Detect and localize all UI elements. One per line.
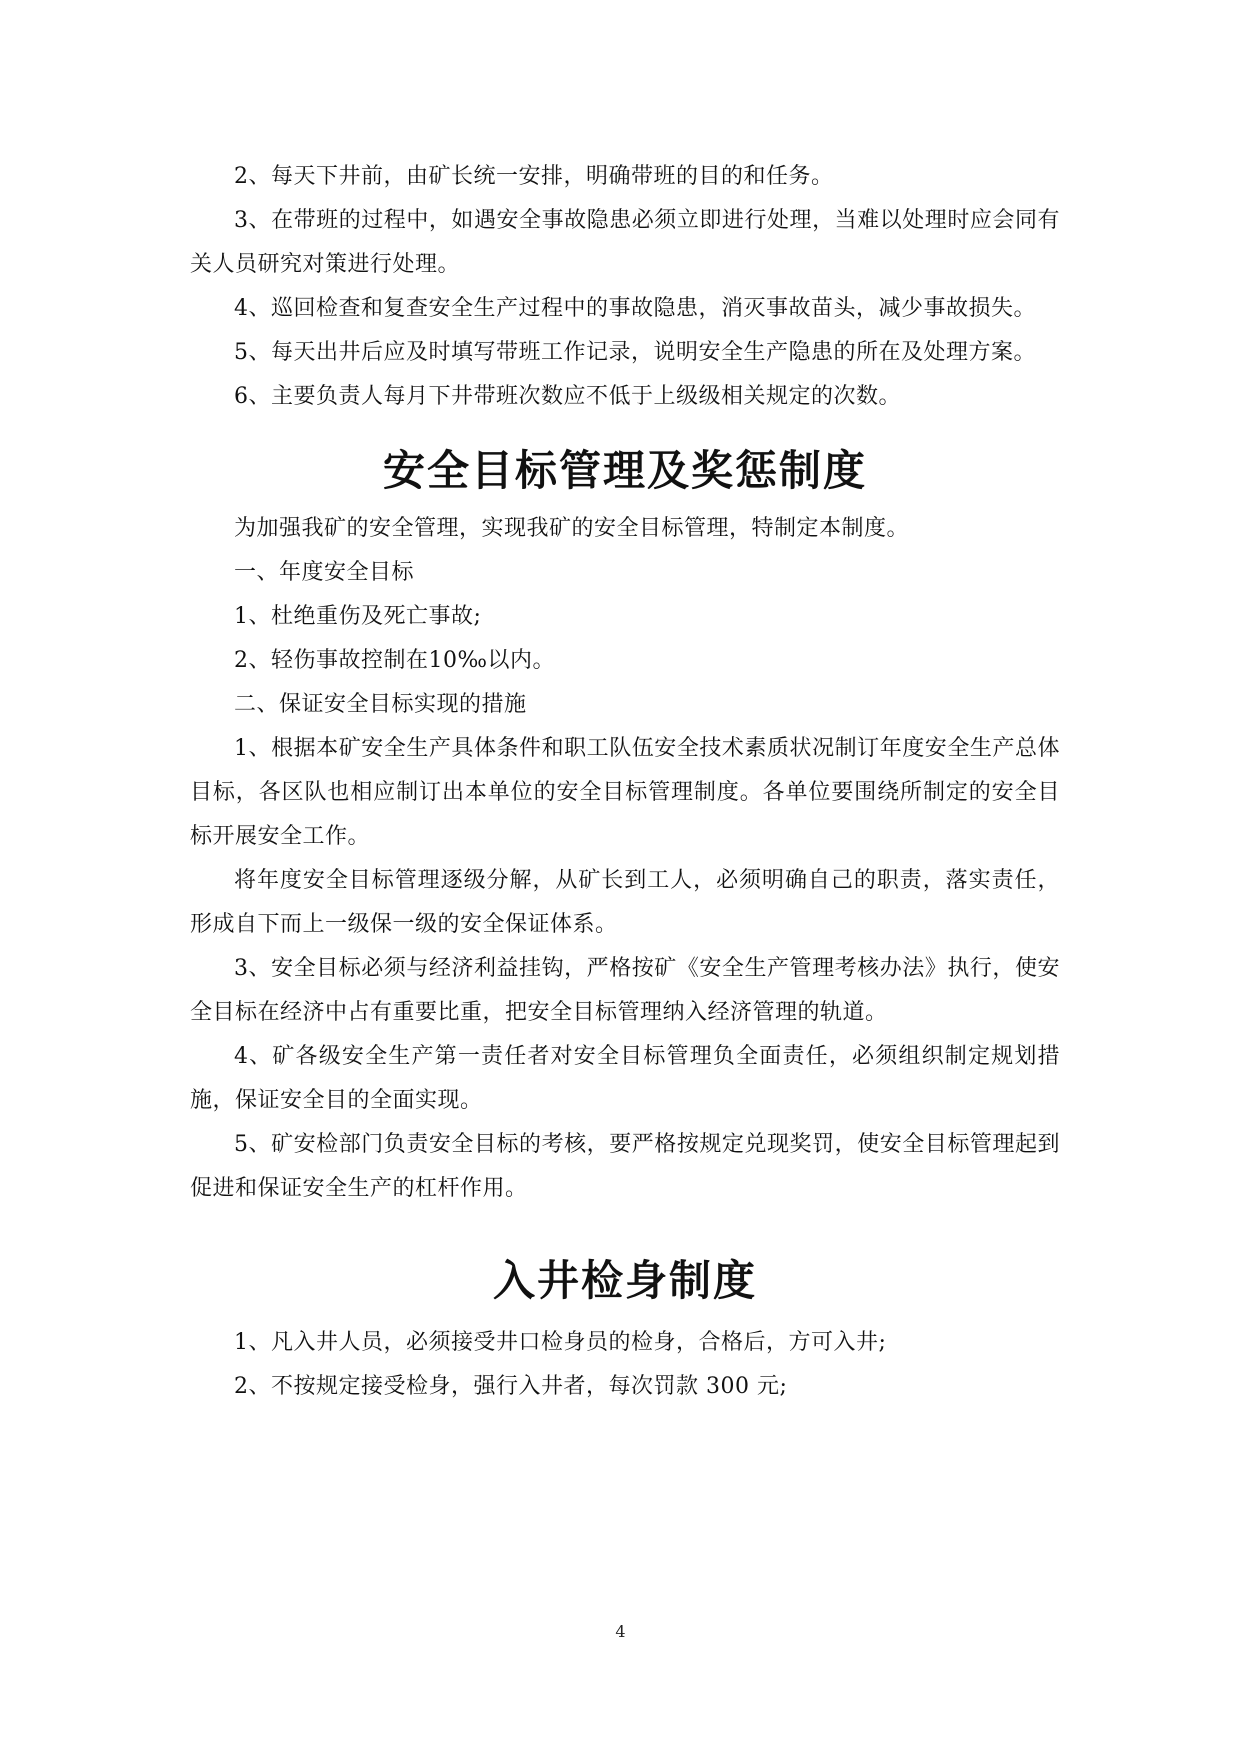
intro-paragraph: 5、每天出井后应及时填写带班工作记录，说明安全生产隐患的所在及处理方案。 (234, 340, 1036, 365)
section1-paragraph: 将年度安全目标管理逐级分解，从矿长到工人，必须明确自己的职责，落实责任，形成自下而上一级保一级的安全保证体系。 (190, 868, 1060, 937)
section2-paragraph: 1、凡入井人员，必须接受井口检身员的检身，合格后，方可入井; (234, 1330, 887, 1355)
section1-paragraph: 1、根据本矿安全生产具体条件和职工队伍安全技术素质状况制订年度安全生产总体目标，各区队也相应制订出本单位的安全目标管理制度。各单位要围绕所制定的安全目标开展安全工作。 (190, 736, 1060, 849)
section1-paragraph: 5、矿安检部门负责安全目标的考核，要严格按规定兑现奖罚，使安全目标管理起到促进和保证安全生产的杠杆作用。 (190, 1132, 1060, 1201)
section-title-body-check: 入井检身制度 (492, 1256, 757, 1305)
page-number: 4 (615, 1622, 626, 1641)
intro-paragraph: 6、主要负责人每月下井带班次数应不低于上级级相关规定的次数。 (234, 384, 901, 409)
section1-paragraph: 3、安全目标必须与经济利益挂钩，严格按矿《安全生产管理考核办法》执行，使安全目标在经济中占有重要比重，把安全目标管理纳入经济管理的轨道。 (190, 956, 1060, 1025)
section1-paragraph: 2、轻伤事故控制在10‰以内。 (234, 648, 556, 673)
section1-paragraph: 为加强我矿的安全管理，实现我矿的安全目标管理，特制定本制度。 (234, 516, 910, 541)
intro-paragraph: 4、巡回检查和复查安全生产过程中的事故隐患，消灭事故苗头，减少事故损失。 (234, 296, 1036, 321)
section-title-safety-goals: 安全目标管理及奖惩制度 (382, 446, 867, 495)
page-content (190, 155, 1060, 1409)
intro-paragraph: 2、每天下井前，由矿长统一安排，明确带班的目的和任务。 (234, 164, 834, 189)
section1-paragraph: 二、保证安全目标实现的措施 (234, 692, 527, 717)
section1-paragraph: 1、杜绝重伤及死亡事故; (234, 604, 482, 629)
section1-paragraph: 一、年度安全目标 (234, 560, 415, 585)
section2-paragraph: 2、不按规定接受检身，强行入井者，每次罚款 300 元; (234, 1374, 788, 1399)
intro-paragraph: 3、在带班的过程中，如遇安全事故隐患必须立即进行处理，当难以处理时应会同有关人员研究对策进行处理。 (190, 208, 1060, 277)
section1-paragraph: 4、矿各级安全生产第一责任者对安全目标管理负全面责任，必须组织制定规划措施，保证安全目的全面实现。 (190, 1044, 1060, 1113)
